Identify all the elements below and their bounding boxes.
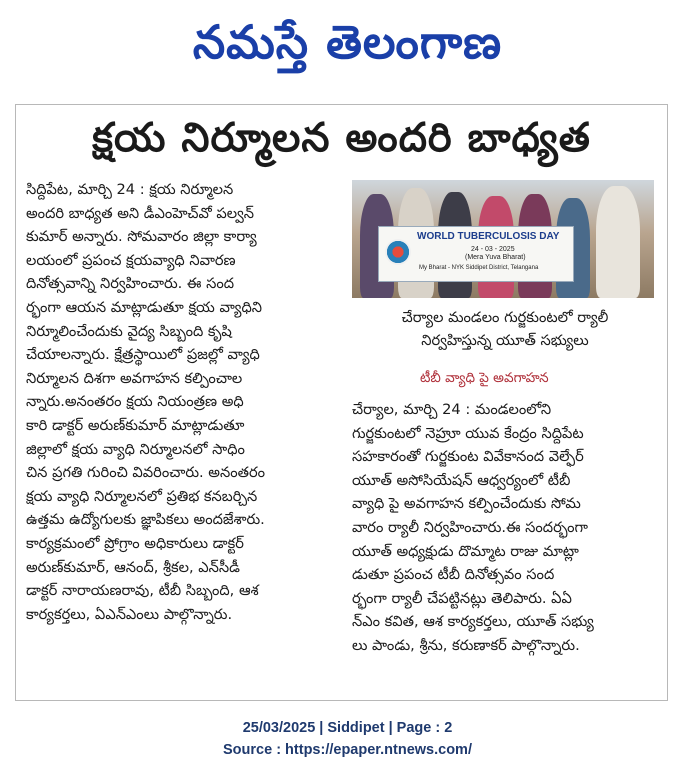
footer-dateline: 25/03/2025 | Siddipet | Page : 2	[242, 720, 453, 736]
body-text-line: అందరి బాధ్యత అని డీఎంహెచ్‌వో పల్వన్	[26, 204, 255, 222]
body-text-line: కారి డాక్టర్ అరుణ్‌కుమార్ మాట్లాడుతూ	[26, 416, 245, 434]
banner-subtitle: (Mera Yuva Bharat)	[465, 254, 526, 261]
article-headline: క్షయ నిర్మూలన అందరి బాధ్యత	[92, 115, 591, 161]
photo-banner	[378, 226, 574, 282]
body-text-line: డాక్టర్ నారాయణరావు, టీబీ సిబ్బంది, ఆశ	[26, 582, 259, 600]
body-text-line: ఉత్తమ ఉద్యోగులకు జ్ఞాపికలు అందజేశారు.	[26, 511, 265, 529]
body-text-line: నిర్మూలించేందుకు వైద్య సిబ్బంది కృషి	[26, 322, 232, 340]
article-subhead: టీబీ వ్యాధి పై అవగాహన	[420, 370, 549, 386]
masthead-title: నమస్తే తెలంగాణ	[192, 15, 503, 69]
body-text-line: కుమార్ అన్నారు. సోమవారం జిల్లా కార్యా	[26, 228, 257, 246]
body-text-line: న్నారు.అనంతరం క్షయ నియంత్రణ అధి	[26, 393, 244, 411]
body-text-line: జిల్లాలో క్షయ వ్యాధి నిర్మూలనలో సాధిం	[26, 440, 245, 458]
body-text-line: ర్భంగా ఆయన మాట్లాడుతూ క్షయ వ్యాధిని	[26, 298, 262, 316]
body-text-line: చేర్యాల, మార్చి 24 : మండలంలోని	[352, 401, 552, 418]
body-text-line: వారం ర్యాలీ నిర్వహించారు.ఈ సందర్భంగా	[352, 518, 588, 536]
banner-organization: My Bharat - NYK Siddipet District, Telangana	[419, 265, 539, 271]
body-text-line: కార్యక్రమంలో ప్రోగ్రాం అధికారులు డాక్టర్	[26, 534, 244, 552]
body-text-line: వ్యాధి పై అవగాహన కల్పించేందుకు సోమ	[352, 495, 581, 513]
body-text-line: ర్భంగా ర్యాలీ చేపట్టినట్లు తెలిపారు. ఏఏ	[352, 589, 572, 607]
body-text-line: లయంలో ప్రపంచ క్షయవ్యాధి నివారణ	[26, 251, 236, 269]
body-text-line: నిర్మూలన దిశగా అవగాహన కల్పించాల	[26, 369, 243, 387]
body-text-line: సిద్దిపేట, మార్చి 24 : క్షయ నిర్మూలన	[26, 181, 234, 198]
body-text-line: చిన ప్రగతి గురించి వివరించారు. అనంతరం	[26, 464, 266, 482]
article-photo	[352, 180, 654, 298]
tb-ribbon-logo-icon	[385, 239, 411, 265]
body-text-line: యూత్ అసోసియేషన్ ఆధ్వర్యంలో టీబీ	[352, 471, 571, 489]
article-left-column	[26, 178, 340, 626]
banner-date: 24 - 03 - 2025	[471, 246, 515, 253]
photo-caption	[355, 306, 655, 352]
footer-source: Source : https://epaper.ntnews.com/	[223, 742, 472, 758]
body-text-line: లు పాండు, శ్రీను, కరుణాకర్ పాల్గొన్నారు.	[352, 636, 580, 654]
body-text-line: అరుణ్‌కుమార్, ఆనంద్, శ్రీకల, ఎన్‌సీడీ	[26, 558, 240, 576]
caption-line: చేర్యాల మండలం గుర్జకుంటలో ర్యాలీ	[401, 309, 609, 326]
body-text-line: గుర్జకుంటలో నెహ్రూ యువ కేంద్రం సిద్దిపేట	[352, 424, 584, 442]
body-text-line: న్‌ఎం కవిత, ఆశ కార్యకర్తలు, యూత్ సభ్యు	[352, 613, 594, 631]
banner-title: WORLD TUBERCULOSIS DAY	[417, 231, 560, 242]
body-text-line: డుతూ ప్రపంచ టీబీ దినోత్సవం సంద	[352, 566, 555, 584]
body-text-line: దినోత్సవాన్ని నిర్వహించారు. ఈ సంద	[26, 275, 235, 293]
body-text-line: కార్యకర్తలు, ఏఎన్‌ఎంలు పాల్గొన్నారు.	[26, 605, 233, 623]
body-text-line: క్షయ వ్యాధి నిర్మూలనలో ప్రతిభ కనబర్చిన	[26, 487, 258, 505]
caption-line: నిర్వహిస్తున్న యూత్ సభ్యులు	[421, 332, 589, 349]
body-text-line: సహకారంతో గుర్జకుంట వివేకానంద వెల్ఫేర్	[352, 448, 584, 466]
body-text-line: చేయాలన్నారు. క్షేత్రస్థాయిలో ప్రజల్లో వ్యాధి	[26, 346, 260, 364]
body-text-line: యూత్ అధ్యక్షుడు దొమ్మాట రాజు మాట్లా	[352, 542, 579, 560]
article-right-column	[352, 398, 656, 658]
